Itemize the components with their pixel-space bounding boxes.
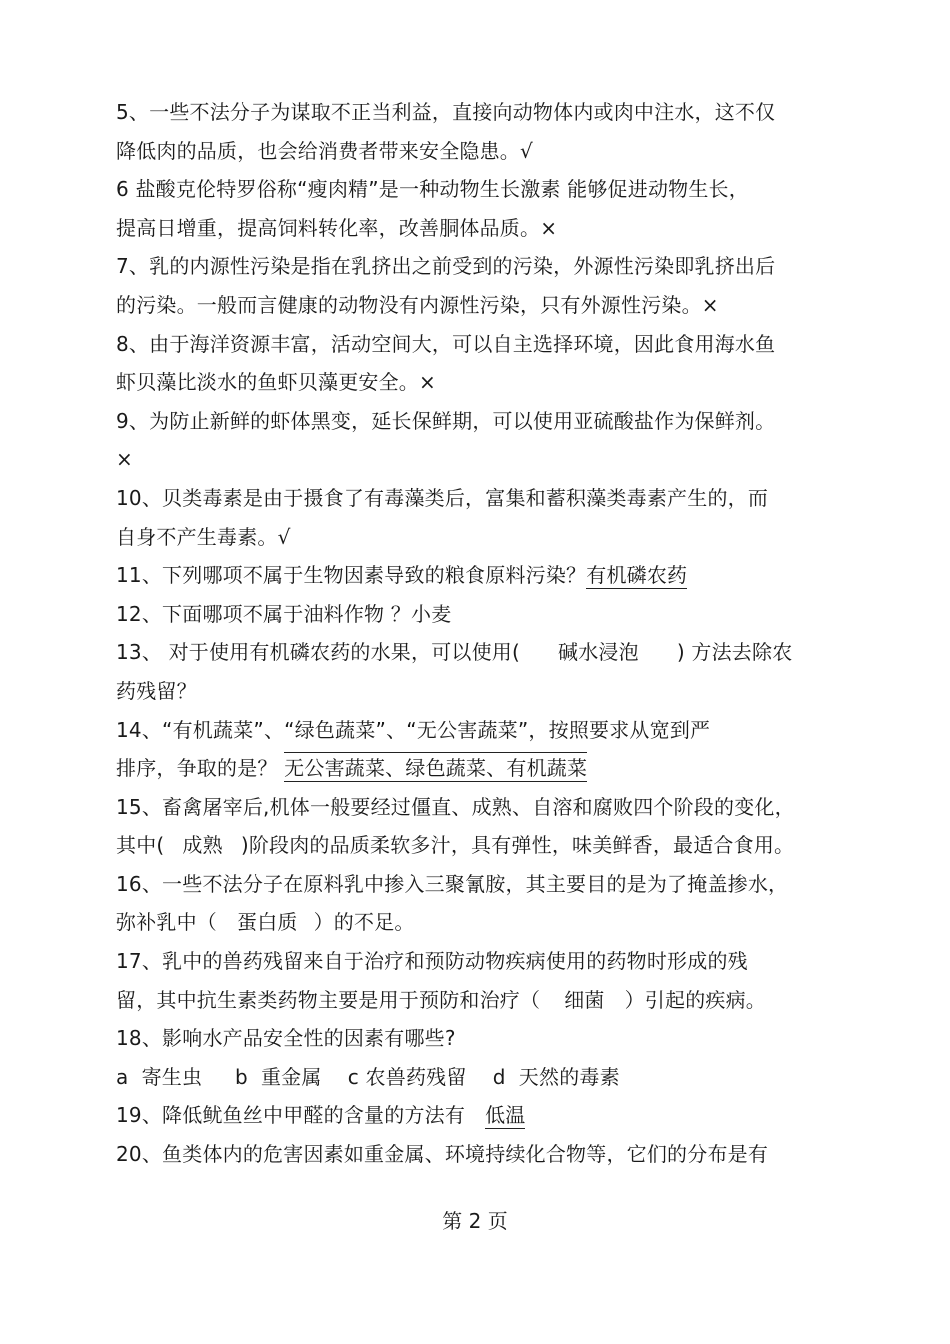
text-line: ×	[116, 447, 133, 472]
question-13	[116, 633, 848, 672]
answer-text: 碱水浸泡	[558, 640, 639, 665]
text-line: 降低肉的品质，也会给消费者带来安全隐患。√	[116, 138, 533, 163]
answer-text: 成熟	[182, 833, 223, 858]
text-line: 虾贝藻比淡水的鱼虾贝藻更安全。×	[116, 370, 436, 395]
text-line: 弥补乳中（ 蛋白质 ）的不足。	[116, 910, 415, 935]
question-11	[116, 556, 848, 595]
question-text: 19、降低鱿鱼丝中甲醛的含量的方法有	[116, 1103, 466, 1128]
question-20: 20、鱼类体内的危害因素如重金属、环境持续化合物等，它们的分布是有	[116, 1142, 769, 1167]
text-line: 提高日增重，提高饲料转化率，改善胴体品质。×	[116, 215, 558, 240]
answer-text: 细菌	[564, 987, 605, 1012]
question-15: 15、畜禽屠宰后,机体一般要经过僵直、成熟、自溶和腐败四个阶段的变化，	[116, 794, 795, 819]
answer-blank: 有机磷农药	[586, 563, 688, 588]
text-line: 9、为防止新鲜的虾体黑变，延长保鲜期，可以使用亚硫酸盐作为保鲜剂。	[116, 408, 776, 433]
text-line: 自身不产生毒素。√	[116, 524, 291, 549]
document-body	[116, 93, 848, 1174]
question-19	[116, 1096, 848, 1135]
answer-blank: 无公害蔬菜、绿色蔬菜、有机蔬菜	[284, 756, 588, 781]
text-line: 其中( 成熟 )阶段肉的品质柔软多汁，具有弹性，味美鲜香，最适合食用。	[116, 833, 795, 858]
text-line: 8、由于海洋资源丰富，活动空间大，可以自主选择环境，因此食用海水鱼	[116, 331, 776, 356]
text-line	[116, 749, 848, 788]
text-line: 6 盐酸克伦特罗俗称“瘦肉精”是一种动物生长激素 能够促进动物生长，	[116, 177, 749, 202]
text-line: 留，其中抗生素类药物主要是用于预防和治疗（ 细菌 ）引起的疾病。	[116, 987, 767, 1012]
question-tail: ) 方法去除农	[676, 640, 793, 665]
text-line: 7、乳的内源性污染是指在乳挤出之前受到的污染，外源性污染即乳挤出后	[116, 254, 776, 279]
question-18: 18、影响水产品安全性的因素有哪些?	[116, 1026, 456, 1051]
text-line: 的污染。一般而言健康的动物没有内源性污染，只有外源性污染。×	[116, 292, 719, 317]
answer-blank: 低温	[485, 1103, 526, 1128]
text-line: 5、一些不法分子为谋取不正当利益，直接向动物体内或肉中注水，这不仅	[116, 100, 776, 124]
question-16: 16、一些不法分子在原料乳中掺入三聚氰胺，其主要目的是为了掩盖掺水，	[116, 871, 789, 896]
answer-text: 蛋白质	[237, 910, 298, 935]
page-number: 第 2 页	[442, 1209, 508, 1233]
question-17: 17、乳中的兽药残留来自于治疗和预防动物疾病使用的药物时形成的残	[116, 949, 748, 974]
answer-text: 小麦	[411, 601, 452, 626]
question-text: 13、 对于使用有机磷农药的水果，可以使用(	[116, 640, 521, 665]
answer-options: a 寄生虫 b 重金属 c 农兽药残留 d 天然的毒素	[116, 1064, 620, 1089]
question-14: 14、“有机蔬菜”、“绿色蔬菜”、“无公害蔬菜”，按照要求从宽到严	[116, 717, 711, 742]
text-line: 药残留？	[116, 678, 197, 703]
question-12	[116, 595, 848, 634]
text-line: 10、贝类毒素是由于摄食了有毒藻类后，富集和蓄积藻类毒素产生的，而	[116, 485, 769, 510]
question-text: 12、下面哪项不属于油料作物 ？	[116, 601, 412, 626]
question-text: 排序，争取的是？	[116, 756, 285, 781]
question-text: 11、下列哪项不属于生物因素导致的粮食原料污染？	[116, 563, 587, 588]
